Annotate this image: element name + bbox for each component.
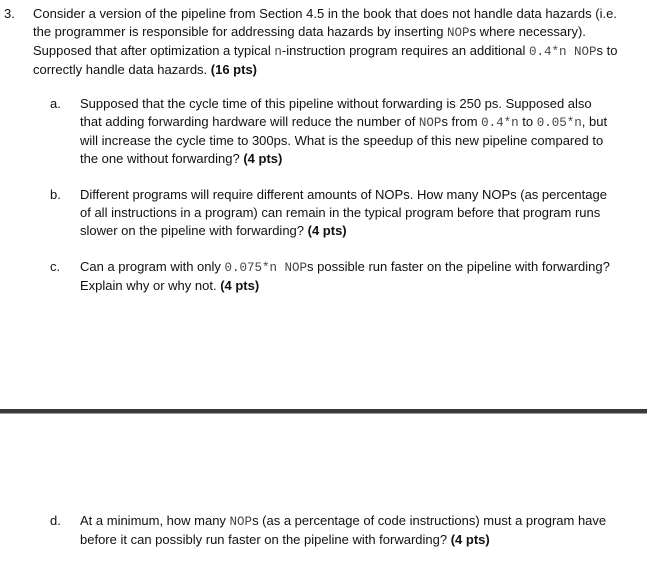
subquestion-label: b. xyxy=(50,187,61,202)
page-divider-shadow xyxy=(0,413,647,414)
code-expression: 0.075*n NOP xyxy=(224,261,308,275)
subquestion-text-part: s from xyxy=(441,114,482,129)
subquestion-text xyxy=(80,95,616,168)
subquestion-text-part: Supposed that the cycle time of this pipeline without forwarding is 250 ps. Supposed also that adding forwarding hardware will reduce the number of xyxy=(80,96,592,129)
subquestion-label: c. xyxy=(50,259,61,274)
subquestion-text-part: Different programs will require different amounts of NOPs. How many NOPs (as percentage of all instructions in a program) can remain in the typical program before that program runs slower on the pipeline with forwarding? xyxy=(80,187,607,238)
subquestion-text-part: s possible run faster on the pipeline with forwarding? Explain why or why not. xyxy=(80,259,610,293)
subquestion-label: a. xyxy=(50,96,61,111)
code-nop: NOP xyxy=(447,26,470,40)
code-n: n xyxy=(274,45,282,59)
points-label: (4 pts) xyxy=(450,532,490,547)
points-label: (4 pts) xyxy=(307,223,347,238)
subquestion-text xyxy=(80,512,616,549)
code-expression: 0.05*n xyxy=(536,116,582,130)
points-label: (4 pts) xyxy=(220,278,260,293)
points-label: (16 pts) xyxy=(210,62,258,77)
points-label: (4 pts) xyxy=(243,151,283,166)
code-expression: 0.4*n NOP xyxy=(529,45,597,59)
subquestion-text-part: At a minimum, how many xyxy=(80,513,230,528)
subquestion-text-part: s (as a percentage of code instructions) must a program have before it can possibly run faster on the pipeline with forwarding? xyxy=(80,513,607,547)
question-text-part: s to correctly handle data hazards. xyxy=(33,43,618,77)
code-nop: NOP xyxy=(418,116,442,130)
subquestion-text-part: Can a program with only xyxy=(80,259,225,274)
question-text xyxy=(33,5,623,79)
question-text-part: Consider a version of the pipeline from Section 4.5 in the book that does not handle data hazards (i.e. the programmer is responsible for addressing data hazards by inserting xyxy=(33,6,617,39)
question-text-part: s where necessary). Supposed that after optimization a typical xyxy=(33,24,586,58)
code-expression: 0.4*n xyxy=(481,116,519,130)
subquestion-text-part: to xyxy=(518,114,537,129)
subquestion-text-part: , but will increase the cycle time to 300ps. What is the speedup of this new pipeline compared to the one without forwarding? xyxy=(80,114,608,166)
subquestion-text xyxy=(80,186,616,240)
question-text-part: -instruction program requires an additional xyxy=(281,43,530,58)
subquestion-text xyxy=(80,258,616,295)
code-nop: NOP xyxy=(229,515,253,529)
question-number: 3. xyxy=(4,6,15,21)
subquestion-label: d. xyxy=(50,513,61,528)
